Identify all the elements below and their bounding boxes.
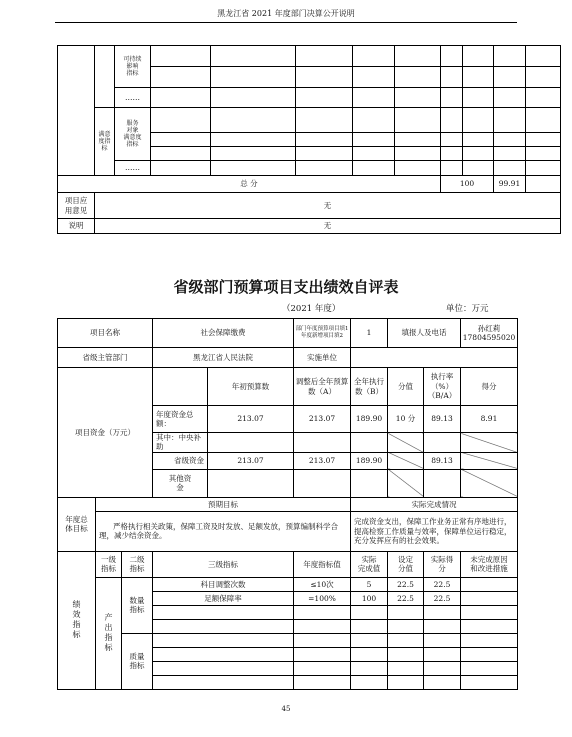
satisfaction-indicator-label: 满意 度指 标 bbox=[95, 108, 115, 176]
row-other-label: 其他资 金 bbox=[153, 469, 208, 497]
total-label: 总 分 bbox=[58, 176, 441, 193]
col-rate: 执行率（%）（B/A） bbox=[424, 368, 461, 406]
project-code-label: 部门年度预算项目填1 年度新增项目填2 bbox=[294, 319, 351, 348]
h-target: 年度指标值 bbox=[294, 551, 351, 577]
indicator-actual: 5 bbox=[351, 577, 388, 591]
diagonal-cell bbox=[461, 452, 518, 469]
diagonal-cell bbox=[461, 433, 518, 453]
opinion-label: 项目应 用意见 bbox=[58, 193, 95, 219]
indicator-score: 22.5 bbox=[388, 591, 424, 605]
expected-text: 严格执行相关政策，保障工资及时发放、足额发放，预算编制科学合理，减少结余资金。 bbox=[96, 511, 351, 551]
project-name: 社会保障缴费 bbox=[153, 319, 294, 348]
section-title: 省级部门预算项目支出绩效自评表 bbox=[173, 278, 399, 296]
total-score: 100 bbox=[441, 176, 494, 193]
indicator-name: 足额保障率 bbox=[153, 591, 294, 605]
filler-label: 填报人及电话 bbox=[388, 319, 461, 348]
h-level2: 二级 指标 bbox=[122, 551, 153, 577]
indicator-target: =100% bbox=[294, 591, 351, 605]
expected-label: 预期目标 bbox=[96, 497, 351, 511]
unit-label: 单位：万元 bbox=[446, 304, 489, 314]
total-initial: 213.07 bbox=[208, 406, 294, 433]
h-level3: 三级指标 bbox=[153, 551, 294, 577]
total-adjusted: 213.07 bbox=[294, 406, 351, 433]
opinion-value: 无 bbox=[95, 193, 561, 219]
row-total-label: 年度资金总额： bbox=[153, 406, 208, 433]
total-actual: 99.91 bbox=[494, 176, 526, 193]
self-evaluation-form bbox=[57, 318, 518, 690]
output-indicator-label: 产 出 指 标 bbox=[96, 577, 122, 689]
indicator-target: ≤10次 bbox=[294, 577, 351, 591]
indicator-get: 22.5 bbox=[424, 577, 461, 591]
note-value: 无 bbox=[95, 219, 561, 234]
project-code: 1 bbox=[351, 319, 388, 348]
prov-initial: 213.07 bbox=[208, 452, 294, 469]
col-score: 分值 bbox=[388, 368, 424, 406]
sustain-indicator-label: 可持续 影响 指标 bbox=[115, 46, 151, 88]
indicator-actual: 100 bbox=[351, 591, 388, 605]
dept-value: 黑龙江省人民法院 bbox=[153, 348, 294, 368]
diagonal-cell bbox=[388, 433, 424, 453]
col-exec: 全年执行数（B） bbox=[351, 368, 388, 406]
actual-label: 实际完成情况 bbox=[351, 497, 518, 511]
row-central-label: 其中：中央补助 bbox=[153, 433, 208, 453]
total-score-cell: 10 分 bbox=[388, 406, 424, 433]
prov-exec: 189.90 bbox=[351, 452, 388, 469]
h-get: 实际得 分 bbox=[424, 551, 461, 577]
ellipsis: …… bbox=[115, 161, 151, 176]
prov-adjusted: 213.07 bbox=[294, 452, 351, 469]
total-rate: 89.13 bbox=[424, 406, 461, 433]
diagonal-cell bbox=[461, 469, 518, 497]
fund-label: 项目资金（万元） bbox=[58, 368, 153, 498]
h-reason: 未完成原因 和改进措施 bbox=[461, 551, 518, 577]
project-name-label: 项目名称 bbox=[58, 319, 153, 348]
actual-text: 完成资金支出，保障工作业务正常有序地进行，提高检察工作质量与效率，保障单位运行稳定，充分发挥应有的社会效果。 bbox=[351, 511, 518, 551]
goal-label: 年度总 体目标 bbox=[58, 497, 96, 551]
report-year: （2021 年度） bbox=[282, 304, 341, 314]
total-get: 8.91 bbox=[461, 406, 518, 433]
header-rule bbox=[55, 22, 517, 23]
quantity-indicator-label: 数量 指标 bbox=[122, 577, 153, 633]
indicator-score: 22.5 bbox=[388, 577, 424, 591]
col-initial: 年初预算数 bbox=[208, 368, 294, 406]
prov-rate: 89.13 bbox=[424, 452, 461, 469]
filler-contact: 孙红莉 17804595020 bbox=[461, 319, 518, 348]
dept-label: 省级主管部门 bbox=[58, 348, 153, 368]
h-actual: 实际 完成值 bbox=[351, 551, 388, 577]
ellipsis: …… bbox=[115, 88, 151, 108]
col-get: 得分 bbox=[461, 368, 518, 406]
impl-label: 实施单位 bbox=[294, 348, 351, 368]
indicator-name: 科目调整次数 bbox=[153, 577, 294, 591]
total-exec: 189.90 bbox=[351, 406, 388, 433]
service-satisfaction-label: 服务 对象 满意度 指标 bbox=[115, 108, 151, 161]
row-prov-label: 省级资金 bbox=[153, 452, 208, 469]
page-number: 45 bbox=[281, 705, 291, 713]
col-adjusted: 调整后全年预算数（A） bbox=[294, 368, 351, 406]
h-score: 设定 分值 bbox=[388, 551, 424, 577]
note-label: 说明 bbox=[58, 219, 95, 234]
indicator-get: 22.5 bbox=[424, 591, 461, 605]
running-header: 黑龙江省 2021 年度部门决算公开说明 bbox=[217, 9, 355, 18]
continued-score-table bbox=[57, 45, 561, 234]
h-level1: 一级 指标 bbox=[96, 551, 122, 577]
perf-indicator-label: 绩 效 指 标 bbox=[58, 551, 96, 689]
impl-value bbox=[351, 348, 518, 368]
diagonal-cell bbox=[388, 452, 424, 469]
quality-indicator-label: 质量 指标 bbox=[122, 633, 153, 689]
diagonal-cell bbox=[388, 469, 424, 497]
